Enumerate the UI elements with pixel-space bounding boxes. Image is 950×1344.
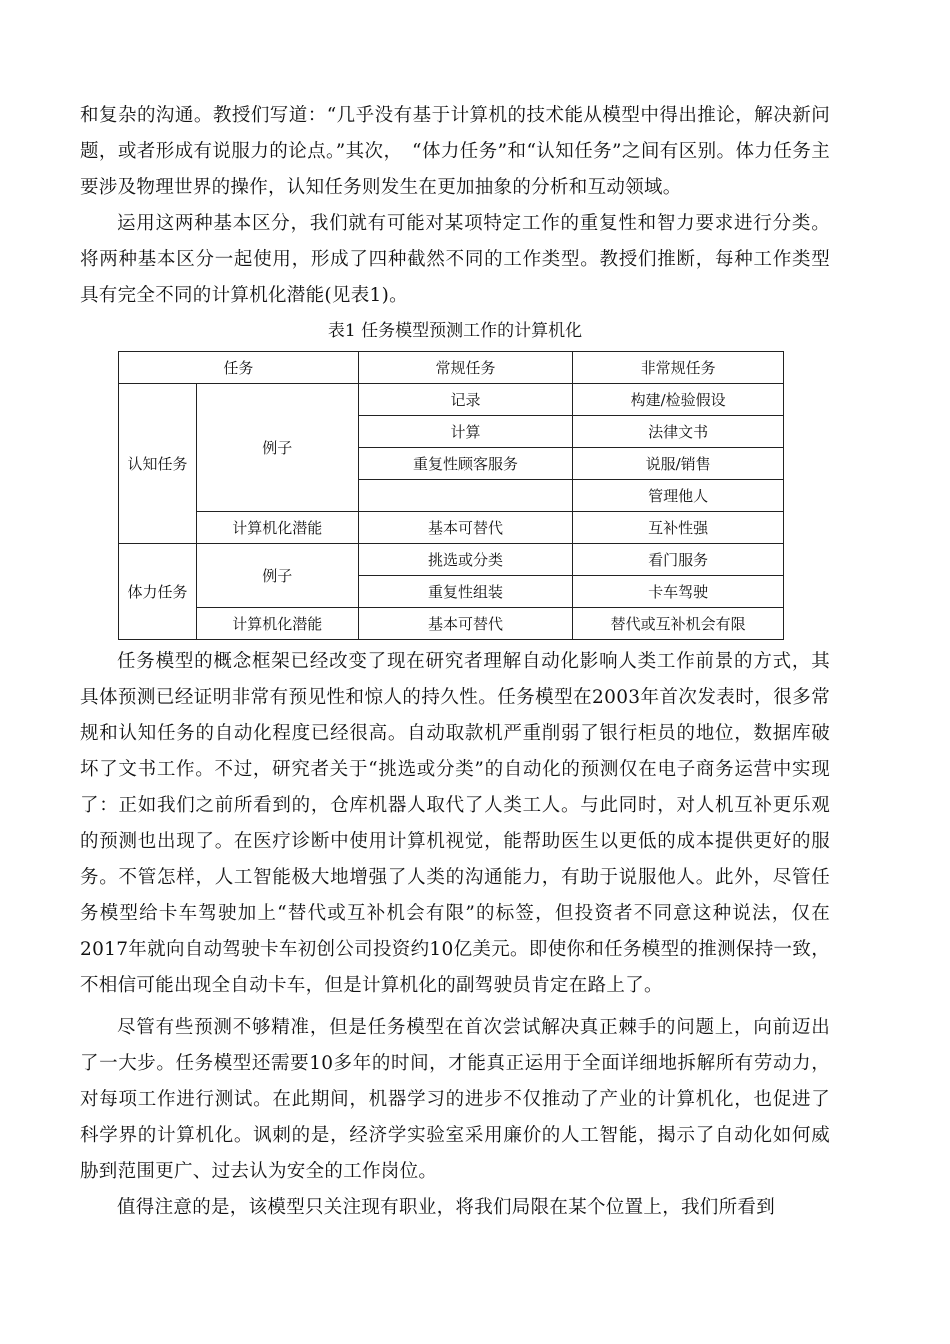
- header-routine: 常规任务: [358, 352, 573, 384]
- table-row: [119, 384, 784, 416]
- table-cell: 管理他人: [573, 480, 784, 512]
- task-model-table: [118, 351, 784, 640]
- table-cell: 挑选或分类: [358, 544, 573, 576]
- table-cell: 基本可替代: [358, 608, 573, 640]
- table-row: [119, 544, 784, 576]
- table-header-row: [119, 352, 784, 384]
- table-cell: 记录: [358, 384, 573, 416]
- table-cell: 说服/销售: [573, 448, 784, 480]
- table-caption: 表1 任务模型预测工作的计算机化: [327, 321, 583, 341]
- cognitive-task-label: 认知任务: [119, 384, 197, 544]
- header-task: 任务: [119, 352, 359, 384]
- physical-task-label: 体力任务: [119, 544, 197, 640]
- paragraph-5: 值得注意的是，该模型只关注现有职业，将我们局限在某个位置上，我们所看到: [117, 1197, 776, 1218]
- table-cell: 重复性顾客服务: [358, 448, 573, 480]
- table-cell: 重复性组装: [358, 576, 573, 608]
- paragraph-4: 尽管有些预测不够精准，但是任务模型在首次尝试解决真正棘手的问题上，向前迈出了一大步。任务模型还需要10多年的时间，才能真正运用于全面详细地拆解所有劳动力，对每项工作进行测试。在此期间，机器学习的进步不仅推动了产业的计算机化，也促进了科学界的计算机化。讽刺的是，经济学实验室采用廉价的人工智能，揭示了自动化如何威胁到范围更广、过去认为安全的工作岗位。: [80, 1017, 830, 1182]
- table-cell: 构建/检验假设: [573, 384, 784, 416]
- cognitive-examples-label: 例子: [196, 384, 358, 512]
- table-cell: [358, 480, 573, 512]
- table-row: [119, 608, 784, 640]
- physical-potential-label: 计算机化潜能: [196, 608, 358, 640]
- paragraph-3: 任务模型的概念框架已经改变了现在研究者理解自动化影响人类工作前景的方式，其具体预测已经证明非常有预见性和惊人的持久性。任务模型在2003年首次发表时，很多常规和认知任务的自动化程度已经很高。自动取款机严重削弱了银行柜员的地位，数据库破坏了文书工作。不过，研究者关于“挑选或分类”的自动化的预测仅在电子商务运营中实现了：正如我们之前所看到的，仓库机器人取代了人类工人。与此同时，对人机互补更乐观的预测也出现了。在医疗诊断中使用计算机视觉，能帮助医生以更低的成本提供更好的服务。不管怎样，人工智能极大地增强了人类的沟通能力，有助于说服他人。此外，尽管任务模型给卡车驾驶加上“替代或互补机会有限”的标签，但投资者不同意这种说法，仅在2017年就向自动驾驶卡车初创公司投资约10亿美元。即使你和任务模型的推测保持一致，不相信可能出现全自动卡车，但是计算机化的副驾驶员肯定在路上了。: [80, 651, 830, 996]
- table-cell: 看门服务: [573, 544, 784, 576]
- table-cell: 基本可替代: [358, 512, 573, 544]
- paragraph-2: 运用这两种基本区分，我们就有可能对某项特定工作的重复性和智力要求进行分类。将两种基本区分一起使用，形成了四种截然不同的工作类型。教授们推断，每种工作类型具有完全不同的计算机化潜能(见表1)。: [80, 213, 830, 306]
- table-cell: 法律文书: [573, 416, 784, 448]
- table-cell: 卡车驾驶: [573, 576, 784, 608]
- document-page: [80, 98, 830, 1226]
- header-nonroutine: 非常规任务: [573, 352, 784, 384]
- table-row: [119, 512, 784, 544]
- table-cell: 替代或互补机会有限: [573, 608, 784, 640]
- cognitive-potential-label: 计算机化潜能: [196, 512, 358, 544]
- physical-examples-label: 例子: [196, 544, 358, 608]
- table-cell: 互补性强: [573, 512, 784, 544]
- table-cell: 计算: [358, 416, 573, 448]
- paragraph-1: 和复杂的沟通。教授们写道：“几乎没有基于计算机的技术能从模型中得出推论，解决新问题，或者形成有说服力的论点。”其次， “体力任务”和“认知任务”之间有区别。体力任务主要涉及物理世界的操作，认知任务则发生在更加抽象的分析和互动领域。: [80, 105, 830, 198]
